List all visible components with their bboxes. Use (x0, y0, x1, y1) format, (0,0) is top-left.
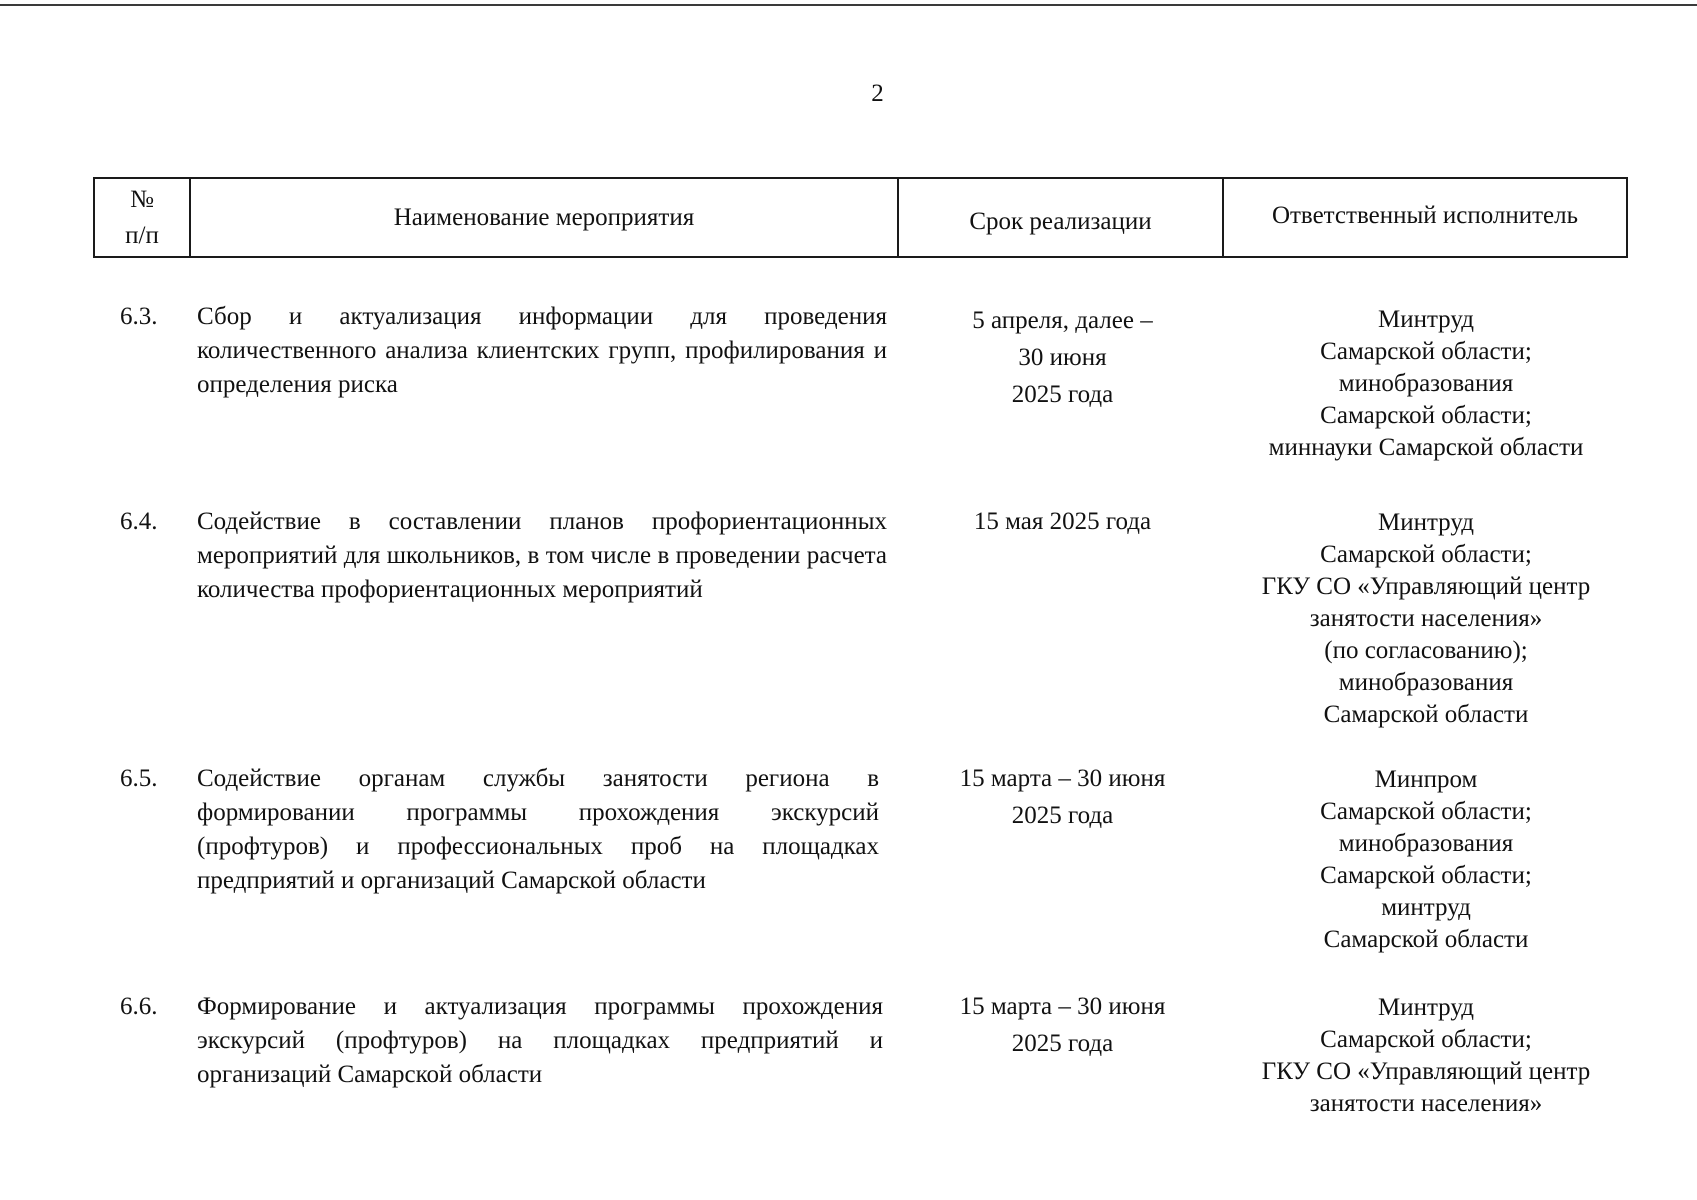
top-rule (0, 4, 1697, 6)
row-responsible: Минтруд Самарской области; ГКУ СО «Управляющий центр занятости населения» (по согласованию); минобразования Самарской области (1261, 509, 1591, 728)
row-name: Формирование и актуализация программы прохождения экскурсий (профтуров) на площадках предприятий и организаций Самарской области (197, 993, 883, 1088)
row-responsible: Минпром Самарской области; минобразования Самарской области; минтруд Самарской области (1320, 766, 1532, 953)
row-number: 6.3. (120, 303, 158, 330)
header-responsible: Ответственный исполнитель (1271, 201, 1579, 229)
page-number: 2 (871, 80, 884, 107)
row-responsible: Минтруд Самарской области; ГКУ СО «Управляющий центр занятости населения» (1261, 994, 1591, 1117)
row-name: Сбор и актуализация информации для проведения количественного анализа клиентских групп, профилирования и определения риска (197, 303, 887, 398)
header-name: Наименование мероприятия (191, 179, 899, 256)
header-num: № п/п (95, 179, 191, 256)
row-term: 15 мая 2025 года (973, 508, 1152, 535)
row-responsible: Минтруд Самарской области; минобразования Самарской области; миннауки Самарской области (1268, 306, 1584, 461)
row-term: 15 марта – 30 июня 2025 года (959, 765, 1166, 829)
row-name: Содействие в составлении планов профориентационных мероприятий для школьников, в том числе в проведении расчета количества профориентационных мероприятий (197, 508, 887, 603)
header-term: Срок реализации (899, 179, 1224, 256)
row-term: 15 марта – 30 июня 2025 года (959, 993, 1166, 1057)
table-header (93, 177, 1628, 258)
row-term: 5 апреля, далее – 30 июня 2025 года (972, 307, 1153, 408)
row-number: 6.6. (120, 993, 158, 1020)
row-number: 6.4. (120, 508, 158, 535)
row-number: 6.5. (120, 765, 158, 792)
row-name: Содействие органам службы занятости региона в формировании программы прохождения экскурсий (профтуров) и профессиональных проб на площадках предприятий и организаций Самарской области (197, 765, 879, 894)
